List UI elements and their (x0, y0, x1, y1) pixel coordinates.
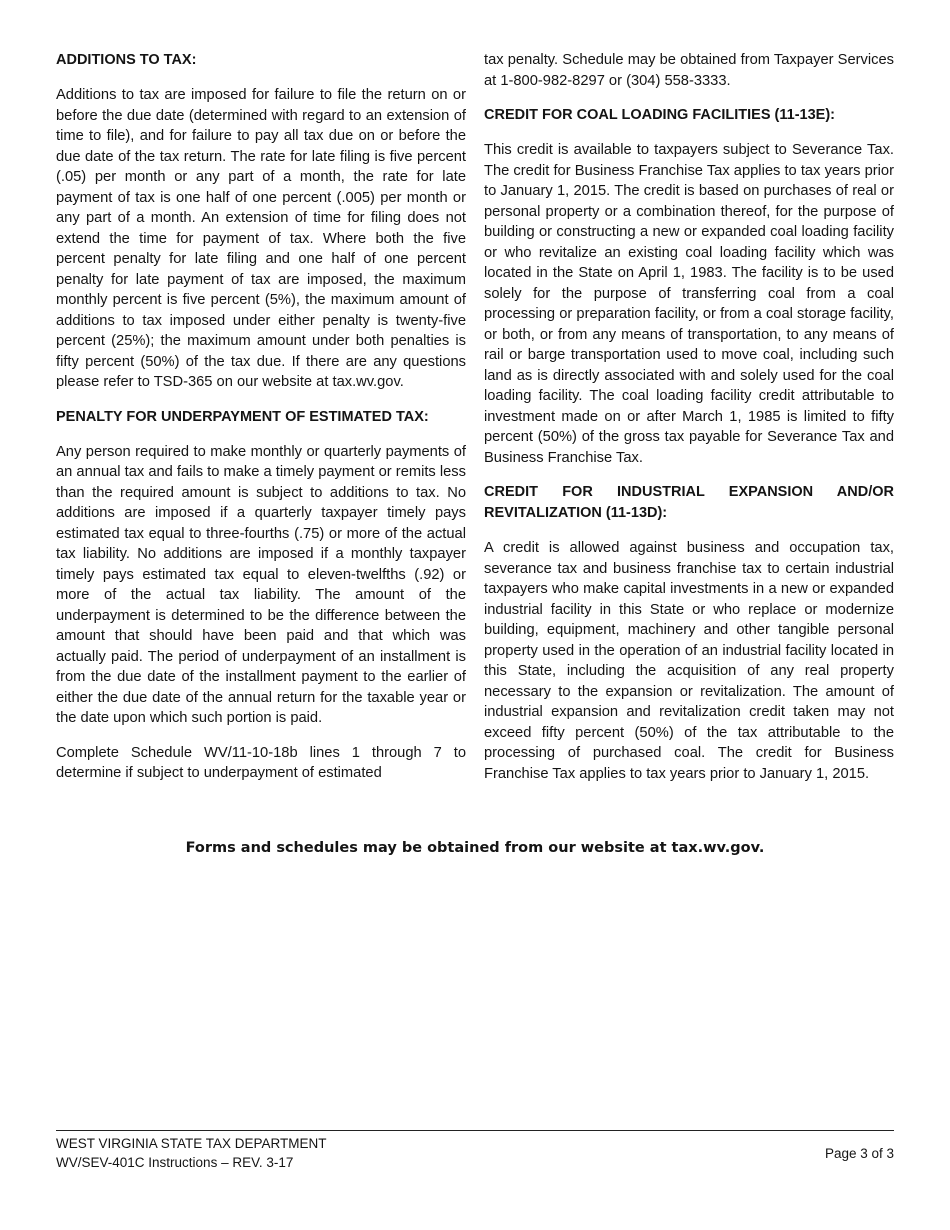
footer-form-id: WV/SEV-401C Instructions – REV. 3-17 (56, 1155, 294, 1170)
penalty-heading: PENALTY FOR UNDERPAYMENT OF ESTIMATED TAX: (56, 408, 429, 425)
penalty-continuation: tax penalty. Schedule may be obtained from Taxpayer Services at 1-800-982-8297 or (304) 558-3333. (484, 52, 894, 89)
industrial-body: A credit is allowed against business and occupation tax, severance tax and business franchise tax to certain industrial taxpayers who make capital investments in a new or expanded industrial facility in this State or who replace or modernize building, equipment, machinery and other tangible personal property used in the operation of an industrial facility located in this State, including the acquisition of any real property necessary to the expansion or revitalization. The amount of industrial expansion and revitalization credit taken may not exceed fifty percent (50%) of the tax attributable to the processing of purchased coal. The credit for Business Franchise Tax applies to tax years prior to January 1, 2015. (484, 540, 894, 782)
coal-loading-body: This credit is available to taxpayers subject to Severance Tax. The credit for Business Franchise Tax applies to tax years prior to January 1, 2015. The credit is based on purchases of real or personal property or a combination thereof, for the purpose of building or constructing a new or expanded coal loading facility or who revitalize an existing coal loading facility which was located in the State on April 1, 1983. The facility is to be used solely for the purpose of transferring coal from a coal processing or preparation facility, or from a coal storage facility, or both, or from any means of transportation, to any means of rail or barge transportation used to move coal, including such land as is directly associated with and solely used for the coal loading facility. The coal loading facility credit attributable to investment made on or after March 1, 1985 is limited to fifty percent (50%) of the gross tax payable for Severance Tax and Business Franchise Tax. (484, 142, 894, 466)
coal-loading-heading: CREDIT FOR COAL LOADING FACILITIES (11-13E): (484, 107, 835, 123)
two-column-layout (56, 50, 894, 798)
footer-divider (56, 1130, 894, 1131)
additions-heading: ADDITIONS TO TAX: (56, 52, 197, 68)
left-column (56, 50, 466, 798)
page-number: Page 3 of 3 (824, 1146, 894, 1161)
additions-body: Additions to tax are imposed for failure to file the return on or before the due date (determined with regard to an extension of time to file), and for failure to pay all tax due on or before the due date of the tax return. The rate for late filing is five percent (.05) per month or any part of a month, the rate for late payment of tax is one half of one percent (.005) per month or any part of a month. An extension of time for filing does not extend the time for payment of tax. Where both the five percent penalty for late filing and one half of one percent penalty for late payment of tax are imposed, the maximum monthly percent is five percent (5%), the maximum amount of additions to tax imposed under either penalty is twenty-five percent (25%); the maximum amount under both penalties is fifty percent (50%) of the tax due. If there are any questions please refer to TSD-365 on our website at tax.wv.gov. (56, 87, 466, 390)
penalty-schedule-note: Complete Schedule WV/11-10-18b lines 1 through 7 to determine if subject to underpayment of estimated (56, 744, 466, 781)
right-column (484, 50, 894, 798)
industrial-heading: CREDIT FOR INDUSTRIAL EXPANSION AND/OR REVITALIZATION (11-13D): (484, 484, 894, 521)
document-body (56, 50, 894, 798)
forms-availability-note: Forms and schedules may be obtained from our website at tax.wv.gov. (185, 840, 765, 856)
footer-left (56, 1134, 327, 1172)
penalty-body: Any person required to make monthly or quarterly payments of an annual tax and fails to make a timely payment or remits less than the required amount is subject to additions to tax. No additions are imposed if a quarterly taxpayer timely pays estimated tax equal to three-fourths (.75) or more of the actual tax liability. No additions are imposed if a monthly taxpayer timely pays estimated tax equal to eleven-twelfths (.92) or more of the actual tax liability. The amount of the underpayment is determined to be the difference between the amount that should have been paid and that which was actually paid. The period of underpayment of an installment is from the due date of the installment payment to the earlier of either the due date of the annual return for the taxable year or the date upon which such portion is paid. (56, 443, 466, 726)
footer-department: WEST VIRGINIA STATE TAX DEPARTMENT (56, 1136, 327, 1151)
